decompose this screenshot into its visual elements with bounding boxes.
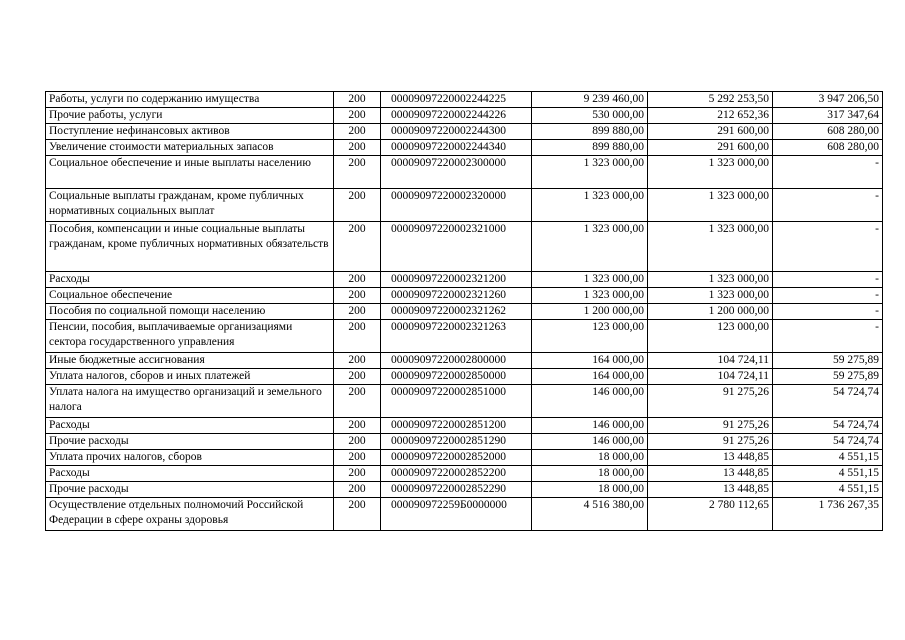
- row-plan-cell: 530 000,00: [532, 108, 648, 124]
- row-remainder-cell: -: [773, 222, 883, 272]
- row-executed-cell: 13 448,85: [648, 450, 773, 466]
- row-name-cell: Расходы: [46, 418, 334, 434]
- row-name-cell: Осуществление отдельных полномочий Российской Федерации в сфере охраны здоровья: [46, 498, 334, 531]
- row-code-cell: 200: [334, 434, 381, 450]
- budget-report-table-page: [45, 91, 883, 531]
- row-name-cell: Прочие работы, услуги: [46, 108, 334, 124]
- table-row: [46, 304, 883, 320]
- row-code-cell: 200: [334, 482, 381, 498]
- row-executed-cell: 123 000,00: [648, 320, 773, 353]
- table-row: [46, 353, 883, 369]
- table-row: [46, 124, 883, 140]
- row-name-cell: Работы, услуги по содержанию имущества: [46, 92, 334, 108]
- row-kbk-cell: 00009097220002852000: [381, 450, 532, 466]
- row-remainder-cell: 4 551,15: [773, 450, 883, 466]
- row-code-cell: 200: [334, 320, 381, 353]
- row-kbk-cell: 00009097220002852290: [381, 482, 532, 498]
- row-plan-cell: 164 000,00: [532, 353, 648, 369]
- row-name-cell: Расходы: [46, 466, 334, 482]
- row-plan-cell: 899 880,00: [532, 140, 648, 156]
- row-name-cell: Пособия, компенсации и иные социальные выплаты гражданам, кроме публичных нормативных обязательств: [46, 222, 334, 272]
- row-kbk-cell: 00009097220002300000: [381, 156, 532, 189]
- row-code-cell: 200: [334, 498, 381, 531]
- budget-execution-table: [45, 91, 883, 531]
- row-name-cell: Уплата прочих налогов, сборов: [46, 450, 334, 466]
- row-name-cell: Увеличение стоимости материальных запасов: [46, 140, 334, 156]
- table-row: [46, 482, 883, 498]
- row-remainder-cell: 4 551,15: [773, 482, 883, 498]
- row-kbk-cell: 00009097220002851290: [381, 434, 532, 450]
- row-executed-cell: 91 275,26: [648, 418, 773, 434]
- row-code-cell: 200: [334, 108, 381, 124]
- table-row: [46, 320, 883, 353]
- row-executed-cell: 1 323 000,00: [648, 222, 773, 272]
- row-kbk-cell: 00009097220002321200: [381, 272, 532, 288]
- row-plan-cell: 146 000,00: [532, 418, 648, 434]
- row-name-cell: Прочие расходы: [46, 434, 334, 450]
- row-name-cell: Иные бюджетные ассигнования: [46, 353, 334, 369]
- table-row: [46, 450, 883, 466]
- row-plan-cell: 146 000,00: [532, 434, 648, 450]
- row-executed-cell: 91 275,26: [648, 434, 773, 450]
- row-code-cell: 200: [334, 385, 381, 418]
- row-kbk-cell: 00009097220002800000: [381, 353, 532, 369]
- row-name-cell: Расходы: [46, 272, 334, 288]
- row-executed-cell: 2 780 112,65: [648, 498, 773, 531]
- row-remainder-cell: 608 280,00: [773, 124, 883, 140]
- row-kbk-cell: 00009097220002852200: [381, 466, 532, 482]
- row-kbk-cell: 00009097220002244226: [381, 108, 532, 124]
- row-kbk-cell: 00009097220002321000: [381, 222, 532, 272]
- row-remainder-cell: -: [773, 304, 883, 320]
- table-row: [46, 140, 883, 156]
- row-executed-cell: 291 600,00: [648, 140, 773, 156]
- table-row: [46, 434, 883, 450]
- row-plan-cell: 9 239 460,00: [532, 92, 648, 108]
- row-code-cell: 200: [334, 189, 381, 222]
- row-plan-cell: 4 516 380,00: [532, 498, 648, 531]
- row-kbk-cell: 00009097220002321262: [381, 304, 532, 320]
- row-executed-cell: 13 448,85: [648, 482, 773, 498]
- row-remainder-cell: -: [773, 320, 883, 353]
- table-row: [46, 498, 883, 531]
- row-executed-cell: 212 652,36: [648, 108, 773, 124]
- table-row: [46, 466, 883, 482]
- row-kbk-cell: 00009097220002244300: [381, 124, 532, 140]
- row-kbk-cell: 00009097220002244225: [381, 92, 532, 108]
- row-code-cell: 200: [334, 369, 381, 385]
- row-code-cell: 200: [334, 450, 381, 466]
- table-row: [46, 156, 883, 189]
- row-plan-cell: 1 323 000,00: [532, 272, 648, 288]
- row-plan-cell: 1 323 000,00: [532, 222, 648, 272]
- row-remainder-cell: 54 724,74: [773, 385, 883, 418]
- row-code-cell: 200: [334, 304, 381, 320]
- row-remainder-cell: 59 275,89: [773, 353, 883, 369]
- row-code-cell: 200: [334, 272, 381, 288]
- row-name-cell: Социальное обеспечение и иные выплаты населению: [46, 156, 334, 189]
- row-plan-cell: 1 323 000,00: [532, 156, 648, 189]
- row-kbk-cell: 00009097220002850000: [381, 369, 532, 385]
- row-remainder-cell: 3 947 206,50: [773, 92, 883, 108]
- row-kbk-cell: 000090972259Б0000000: [381, 498, 532, 531]
- row-remainder-cell: -: [773, 189, 883, 222]
- row-executed-cell: 1 323 000,00: [648, 288, 773, 304]
- row-name-cell: Уплата налога на имущество организаций и земельного налога: [46, 385, 334, 418]
- row-remainder-cell: -: [773, 156, 883, 189]
- row-code-cell: 200: [334, 124, 381, 140]
- row-plan-cell: 18 000,00: [532, 482, 648, 498]
- row-kbk-cell: 00009097220002244340: [381, 140, 532, 156]
- row-kbk-cell: 00009097220002321260: [381, 288, 532, 304]
- row-name-cell: Пособия по социальной помощи населению: [46, 304, 334, 320]
- row-kbk-cell: 00009097220002320000: [381, 189, 532, 222]
- row-remainder-cell: 54 724,74: [773, 418, 883, 434]
- row-plan-cell: 1 200 000,00: [532, 304, 648, 320]
- row-plan-cell: 123 000,00: [532, 320, 648, 353]
- table-row: [46, 288, 883, 304]
- row-kbk-cell: 00009097220002851000: [381, 385, 532, 418]
- row-plan-cell: 146 000,00: [532, 385, 648, 418]
- row-executed-cell: 1 323 000,00: [648, 189, 773, 222]
- row-code-cell: 200: [334, 222, 381, 272]
- table-row: [46, 418, 883, 434]
- table-row: [46, 189, 883, 222]
- row-executed-cell: 91 275,26: [648, 385, 773, 418]
- row-remainder-cell: 4 551,15: [773, 466, 883, 482]
- row-remainder-cell: -: [773, 288, 883, 304]
- row-remainder-cell: -: [773, 272, 883, 288]
- row-remainder-cell: 1 736 267,35: [773, 498, 883, 531]
- row-name-cell: Поступление нефинансовых активов: [46, 124, 334, 140]
- row-remainder-cell: 54 724,74: [773, 434, 883, 450]
- table-row: [46, 108, 883, 124]
- row-name-cell: Социальное обеспечение: [46, 288, 334, 304]
- row-remainder-cell: 317 347,64: [773, 108, 883, 124]
- row-plan-cell: 899 880,00: [532, 124, 648, 140]
- row-code-cell: 200: [334, 140, 381, 156]
- table-row: [46, 385, 883, 418]
- table-row: [46, 92, 883, 108]
- row-plan-cell: 1 323 000,00: [532, 189, 648, 222]
- row-executed-cell: 1 323 000,00: [648, 156, 773, 189]
- row-code-cell: 200: [334, 156, 381, 189]
- row-executed-cell: 104 724,11: [648, 353, 773, 369]
- row-plan-cell: 164 000,00: [532, 369, 648, 385]
- table-body: [46, 92, 883, 531]
- row-code-cell: 200: [334, 418, 381, 434]
- row-code-cell: 200: [334, 466, 381, 482]
- row-code-cell: 200: [334, 353, 381, 369]
- table-row: [46, 272, 883, 288]
- table-row: [46, 369, 883, 385]
- row-plan-cell: 18 000,00: [532, 466, 648, 482]
- row-code-cell: 200: [334, 288, 381, 304]
- row-plan-cell: 1 323 000,00: [532, 288, 648, 304]
- row-remainder-cell: 59 275,89: [773, 369, 883, 385]
- row-name-cell: Уплата налогов, сборов и иных платежей: [46, 369, 334, 385]
- row-name-cell: Пенсии, пособия, выплачиваемые организациями сектора государственного управления: [46, 320, 334, 353]
- row-name-cell: Прочие расходы: [46, 482, 334, 498]
- row-name-cell: Социальные выплаты гражданам, кроме публичных нормативных социальных выплат: [46, 189, 334, 222]
- row-kbk-cell: 00009097220002321263: [381, 320, 532, 353]
- row-executed-cell: 1 200 000,00: [648, 304, 773, 320]
- row-executed-cell: 104 724,11: [648, 369, 773, 385]
- table-row: [46, 222, 883, 272]
- row-executed-cell: 5 292 253,50: [648, 92, 773, 108]
- row-kbk-cell: 00009097220002851200: [381, 418, 532, 434]
- row-executed-cell: 1 323 000,00: [648, 272, 773, 288]
- row-plan-cell: 18 000,00: [532, 450, 648, 466]
- row-code-cell: 200: [334, 92, 381, 108]
- row-remainder-cell: 608 280,00: [773, 140, 883, 156]
- row-executed-cell: 13 448,85: [648, 466, 773, 482]
- row-executed-cell: 291 600,00: [648, 124, 773, 140]
